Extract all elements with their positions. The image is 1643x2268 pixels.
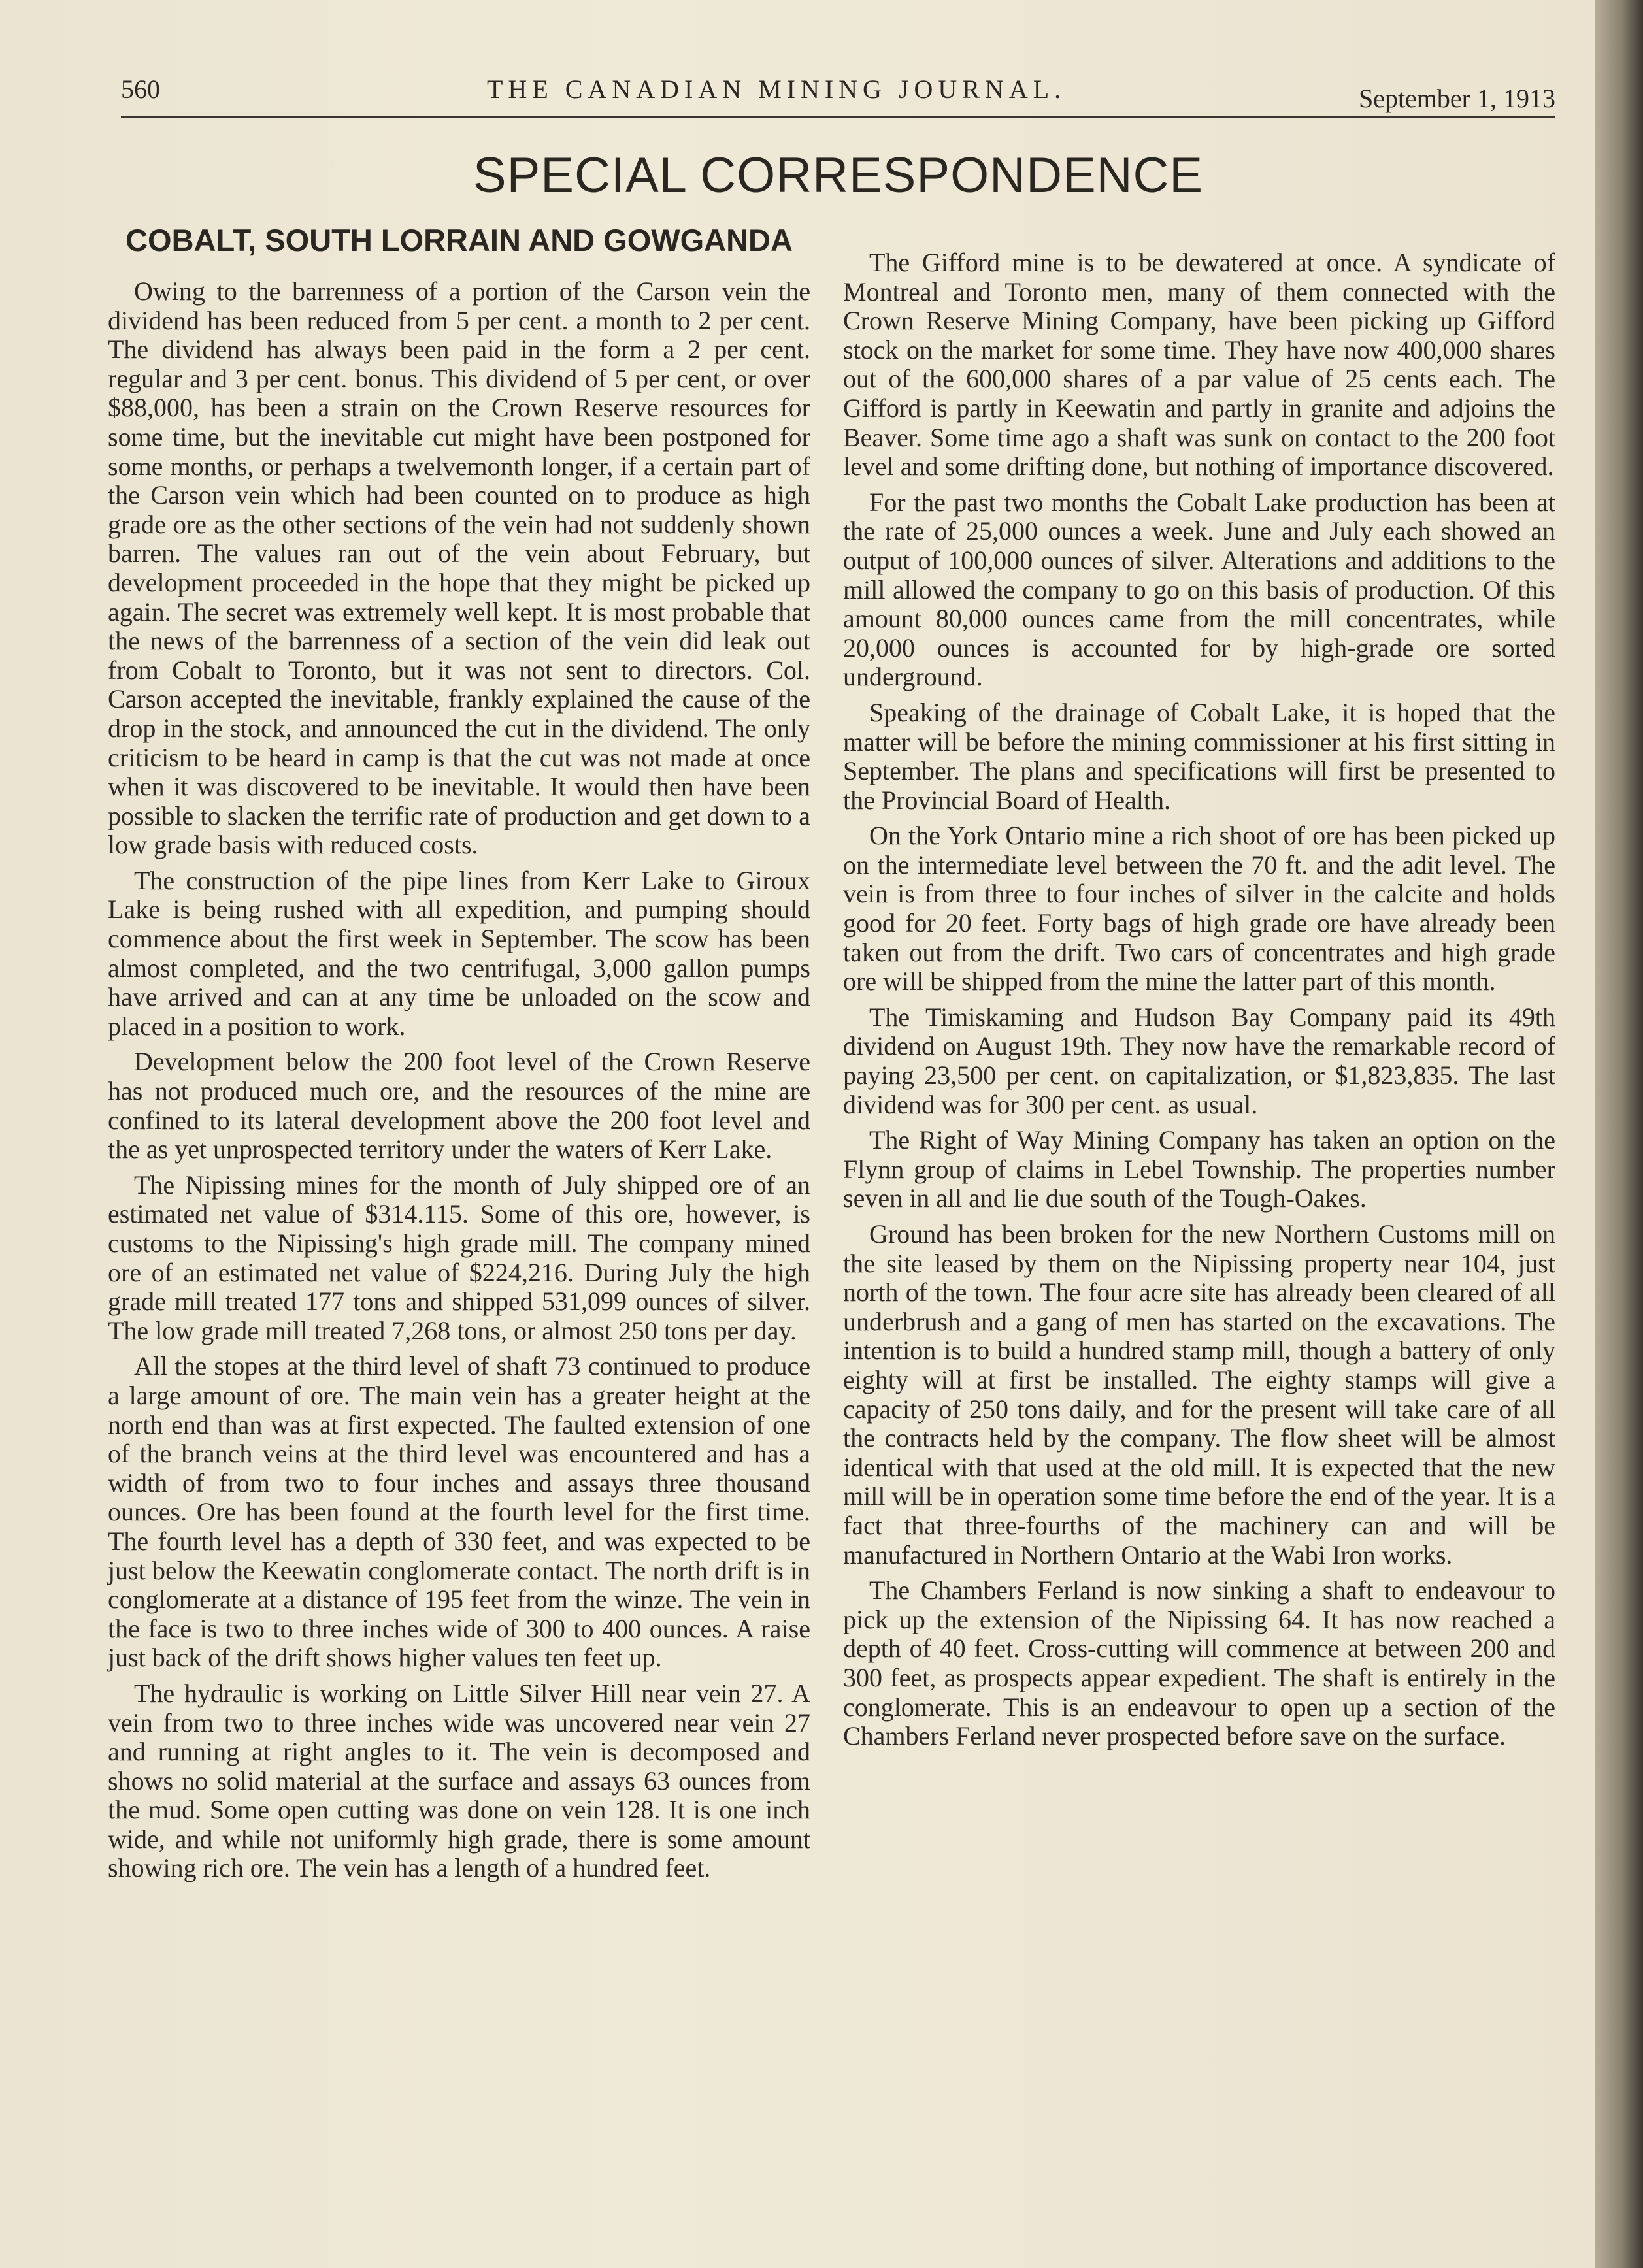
issue-date: September 1, 1913 [1358, 84, 1555, 113]
book-spine-edge [1595, 0, 1643, 2268]
paragraph-10: On the York Ontario mine a rich shoot of ore has been picked up on the intermediate level between the 70 ft. and the adit level. The vein is from three to four inches of silver in the calcite and holds good for 20 feet. Forty bags of high grade ore have already been taken out from the drift. Two cars of concentrates and high grade ore will be shipped from the mine the latter part of this month. [843, 821, 1555, 996]
header-rule [121, 116, 1555, 118]
right-column [843, 248, 1555, 1758]
page-number: 560 [121, 74, 160, 104]
journal-title: THE CANADIAN MINING JOURNAL. [487, 74, 1067, 104]
paragraph-3: Development below the 200 foot level of the Crown Reserve has not produced much ore, and the resources of the mine are confined to its lateral development above the 200 foot level and the as yet unprospected territory under the waters of Kerr Lake. [108, 1047, 810, 1164]
left-column [108, 222, 810, 1890]
paragraph-2: The construction of the pipe lines from Kerr Lake to Giroux Lake is being rushed with all expedition, and pumping should commence about the first week in September. The scow has been almost completed, and the two centrifugal, 3,000 gallon pumps have arrived and can at any time be unloaded on the scow and placed in a position to work. [108, 865, 810, 1041]
paragraph-9: Speaking of the drainage of Cobalt Lake, it is hoped that the matter will be before the mining commissioner at his first sitting in September. The plans and specifications will first be presented to the Provincial Board of Health. [843, 697, 1555, 815]
paragraph-5: All the stopes at the third level of shaft 73 continued to produce a large amount of ore. The main vein has a greater height at the north end than was at first expected. The faulted extension of one of the branch veins at the third level was encountered and has a width of from two to four inches and assays three thousand ounces. Ore has been found at the fourth level for the first time. The fourth level has a depth of 330 feet, and was expected to be just below the Keewatin conglomerate contact. The north drift is in conglomerate at a distance of 195 feet from the winze. The vein in the face is two to three inches wide of 300 to 400 ounces. A raise just back of the drift shows higher values ten feet up. [108, 1351, 810, 1673]
paragraph-13: Ground has been broken for the new Northern Customs mill on the site leased by them on the Nipissing property near 104, just north of the town. The four acre site has already been cleared of all underbrush and a gang of men has started on the excavations. The intention is to build a hundred stamp mill, though a battery of only eighty will at first be installed. The eighty stamps will give a capacity of 250 tons daily, and for the present will take care of all the contracts held by the company. The flow sheet will be almost identical with that used at the old mill. It is expected that the new mill will be in operation some time before the end of the year. It is a fact that three-fourths of the machinery can and will be manufactured in Northern Ontario at the Wabi Iron works. [843, 1219, 1555, 1570]
page-title: SPECIAL CORRESPONDENCE [473, 148, 1204, 203]
article-title: COBALT, SOUTH LORRAIN AND GOWGANDA [125, 223, 793, 257]
paragraph-1: Owing to the barrenness of a portion of the Carson vein the dividend has been reduced from 5 per cent. a month to 2 per cent. The dividend has always been paid in the form a 2 per cent. regular and 3 per cent. bonus. This dividend of 5 per cent, or over $88,000, has been a strain on the Crown Reserve resources for some time, but the inevitable cut might have been postponed for some months, or perhaps a twelvemonth longer, if a certain part of the Carson vein which had been counted on to produce as high grade ore as the other sections of the vein had not suddenly shown barren. The values ran out of the vein about February, but development proceeded in the hope that they might be picked up again. The secret was extremely well kept. It is most probable that the news of the barrenness of a section of the vein did leak out from Cobalt to Toronto, but it was not sent to directors. Col. Carson accepted the inevitable, frankly explained the cause of the drop in the stock, and announced the cut in the dividend. The only criticism to be heard in camp is that the cut was not made at once when it was discovered to be inevitable. It would then have been possible to slacken the terrific rate of production and get down to a low grade basis with reduced costs. [108, 276, 810, 860]
paragraph-12: The Right of Way Mining Company has taken an option on the Flynn group of claims in Lebel Township. The properties number seven in all and lie due south of the Tough-Oakes. [843, 1125, 1555, 1213]
paragraph-11: The Timiskaming and Hudson Bay Company paid its 49th dividend on August 19th. They now have the remarkable record of paying 23,500 per cent. on capitalization, or $1,823,835. The last dividend was for 300 per cent. as usual. [843, 1002, 1555, 1119]
paragraph-6: The hydraulic is working on Little Silver Hill near vein 27. A vein from two to three inches wide was uncovered near vein 27 and running at right angles to it. The vein is decomposed and shows no solid material at the surface and assays 63 ounces from the mud. Some open cutting was done on vein 128. It is one inch wide, and while not uniformly high grade, there is some amount showing rich ore. The vein has a length of a hundred feet. [108, 1678, 810, 1883]
running-head [121, 69, 1555, 114]
paragraph-7: The Gifford mine is to be dewatered at once. A syndicate of Montreal and Toronto men, many of them connected with the Crown Reserve Mining Company, have been picking up Gifford stock on the market for some time. They have now 400,000 shares out of the 600,000 shares of a par value of 25 cents each. The Gifford is partly in Keewatin and partly in granite and adjoins the Beaver. Some time ago a shaft was sunk on contact to the 200 foot level and some drifting done, but nothing of importance discovered. [843, 248, 1555, 482]
paragraph-14: The Chambers Ferland is now sinking a shaft to endeavour to pick up the extension of the Nipissing 64. It has now reached a depth of 40 feet. Cross-cutting will commence at between 200 and 300 feet, as prospects appear expedient. The shaft is entirely in the conglomerate. This is an endeavour to open up a section of the Chambers Ferland never prospected before save on the surface. [843, 1575, 1555, 1751]
paragraph-4: The Nipissing mines for the month of July shipped ore of an estimated net value of $314.115. Some of this ore, however, is customs to the Nipissing's high grade mill. The company mined ore of an estimated net value of $224,216. During July the high grade mill treated 177 tons and shipped 531,099 ounces of silver. The low grade mill treated 7,268 tons, or almost 250 tons per day. [108, 1170, 810, 1345]
paragraph-8: For the past two months the Cobalt Lake production has been at the rate of 25,000 ounces a week. June and July each showed an output of 100,000 ounces of silver. Alterations and additions to the mill allowed the company to go on this basis of production. Of this amount 80,000 ounces came from the mill concentrates, while 20,000 ounces is accounted for by high-grade ore sorted underground. [843, 487, 1555, 692]
